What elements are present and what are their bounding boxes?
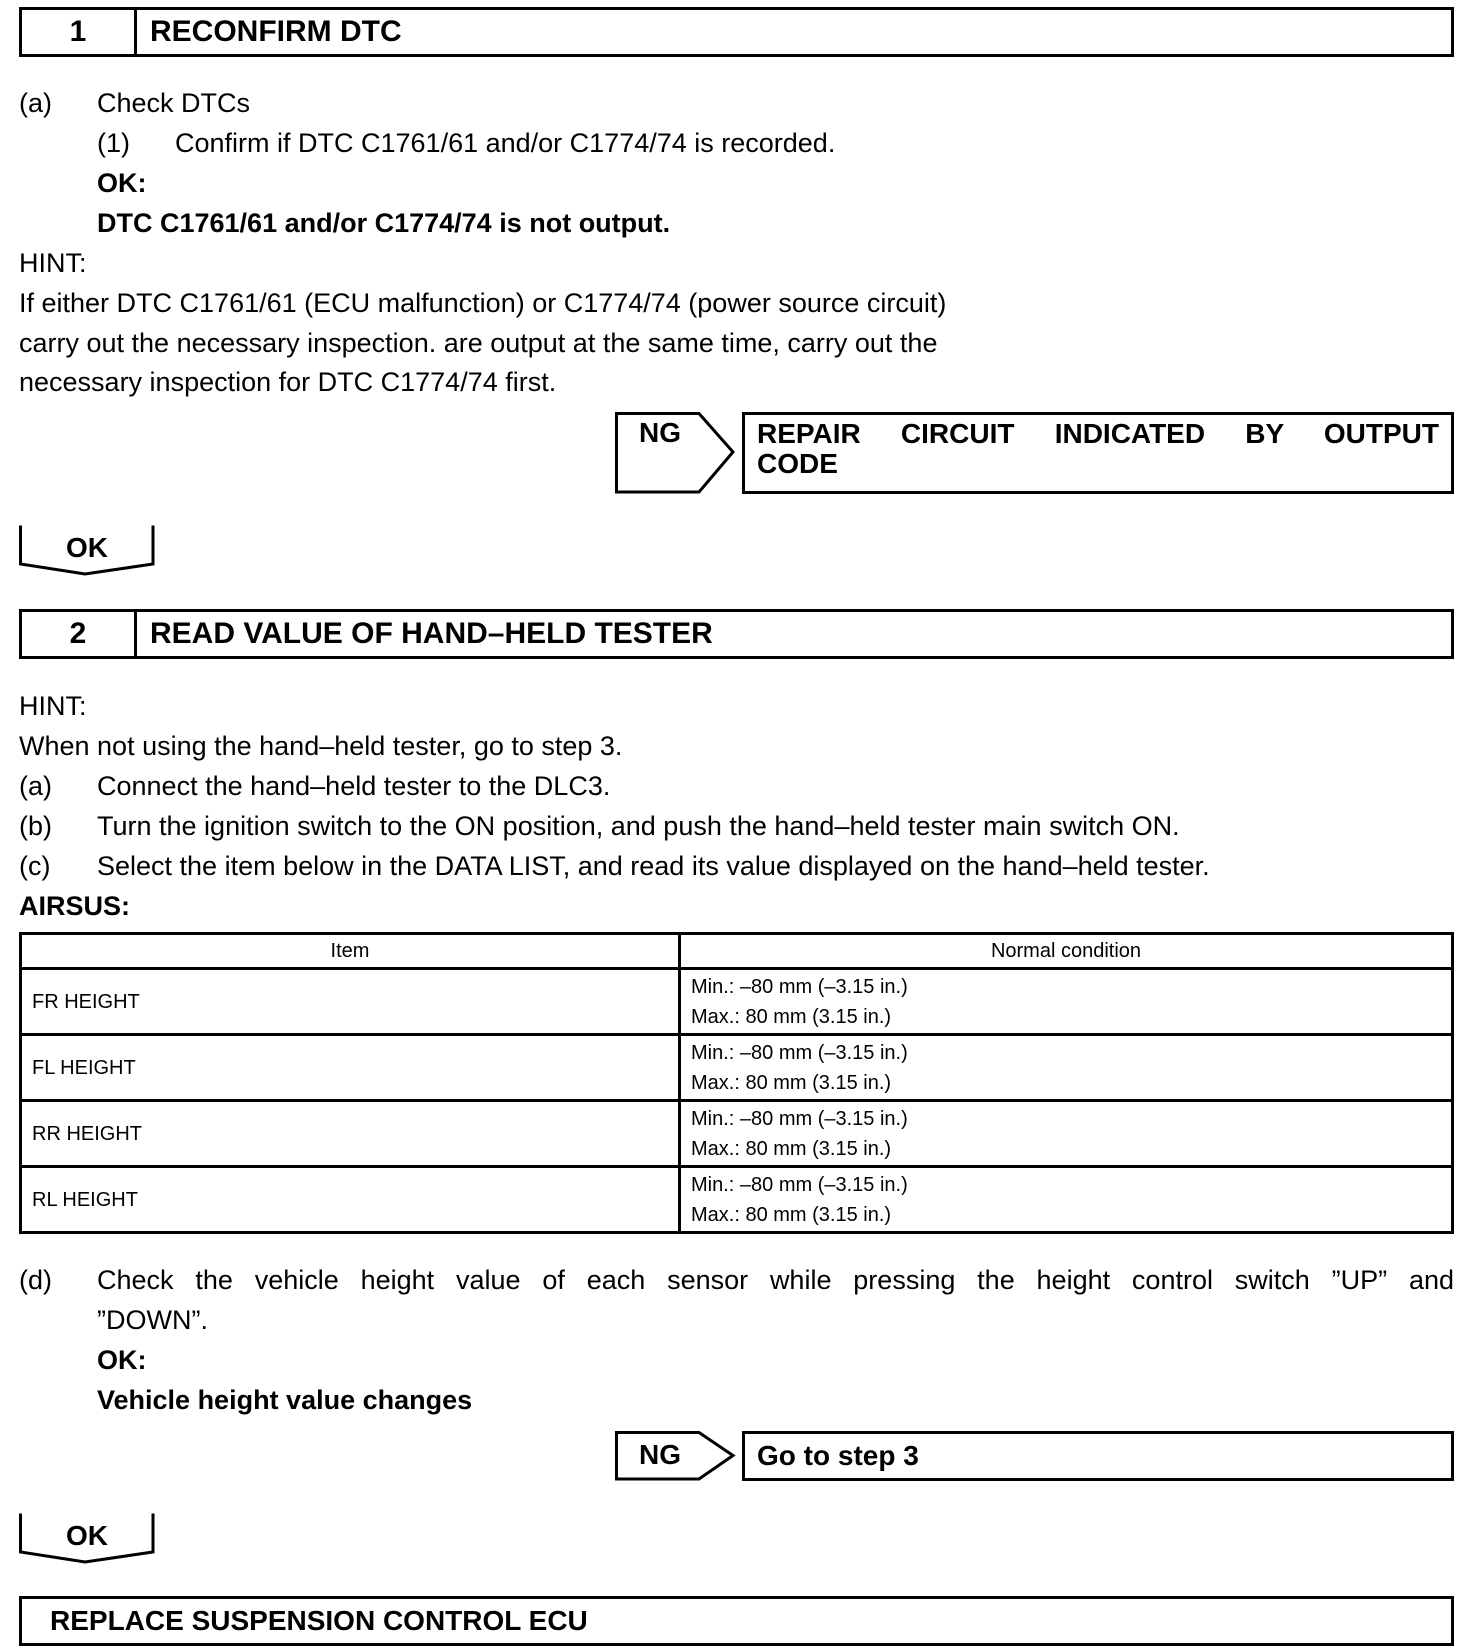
step2-d-label: (d) — [19, 1265, 52, 1295]
step2-item-text: Connect the hand–held tester to the DLC3. — [97, 771, 611, 801]
step1-title: RECONFIRM DTC — [150, 15, 402, 48]
final-action-box — [19, 1596, 1454, 1646]
step2-number: 2 — [22, 612, 137, 656]
step1-ok-label: OK: — [97, 168, 147, 198]
step1-ng-result — [742, 412, 1454, 494]
table-row — [21, 1167, 1453, 1233]
condition-min: Min.: –80 mm (–3.15 in.) — [691, 1041, 908, 1064]
table-header-item: Item — [21, 934, 680, 969]
condition-min: Min.: –80 mm (–3.15 in.) — [691, 975, 908, 998]
table-cell-condition — [680, 969, 1453, 1035]
table-cell-item: RR HEIGHT — [21, 1101, 680, 1167]
condition-max: Max.: 80 mm (3.15 in.) — [691, 1071, 892, 1094]
step1-header — [19, 7, 1454, 57]
step1-ok-text: DTC C1761/61 and/or C1774/74 is not output. — [97, 208, 671, 238]
step1-sub1-text: Confirm if DTC C1761/61 and/or C1774/74 is recorded. — [175, 128, 836, 158]
step1-number: 1 — [22, 10, 137, 54]
step2-item-text: Select the item below in the DATA LIST, and read its value displayed on the hand–held tester. — [97, 851, 1210, 881]
condition-min: Min.: –80 mm (–3.15 in.) — [691, 1107, 908, 1130]
table-row — [21, 1101, 1453, 1167]
step2-item-label: (a) — [19, 771, 52, 801]
step2-title: READ VALUE OF HAND–HELD TESTER — [150, 617, 713, 650]
step2-ok-label: OK: — [97, 1345, 147, 1375]
condition-min: Min.: –80 mm (–3.15 in.) — [691, 1173, 908, 1196]
table-cell-item: RL HEIGHT — [21, 1167, 680, 1233]
condition-max: Max.: 80 mm (3.15 in.) — [691, 1203, 892, 1226]
step1-hint-line: necessary inspection for DTC C1774/74 first. — [19, 367, 557, 397]
table-header-condition: Normal condition — [680, 934, 1453, 969]
table-cell-condition — [680, 1035, 1453, 1101]
step1-sub1-label: (1) — [97, 128, 130, 158]
step1-a-text: Check DTCs — [97, 88, 251, 118]
final-action-title: REPLACE SUSPENSION CONTROL ECU — [50, 1605, 588, 1636]
step1-hint-line: If either DTC C1761/61 (ECU malfunction) or C1774/74 (power source circuit) — [19, 288, 947, 318]
data-list-table — [19, 932, 1454, 1234]
step1-ok-arrow-label: OK — [66, 532, 108, 563]
step2-ng-result: Go to step 3 — [742, 1431, 1454, 1481]
table-cell-condition — [680, 1101, 1453, 1167]
table-cell-item: FR HEIGHT — [21, 969, 680, 1035]
step2-hint-text: When not using the hand–held tester, go to step 3. — [19, 731, 623, 761]
condition-max: Max.: 80 mm (3.15 in.) — [691, 1137, 892, 1160]
step2-d-line2: ”DOWN”. — [97, 1305, 208, 1335]
step2-item-label: (c) — [19, 851, 51, 881]
table-row — [21, 969, 1453, 1035]
step2-header — [19, 609, 1454, 659]
condition-max: Max.: 80 mm (3.15 in.) — [691, 1005, 892, 1028]
step2-item-label: (b) — [19, 811, 52, 841]
step2-ng-label: NG — [639, 1439, 681, 1470]
table-cell-item: FL HEIGHT — [21, 1035, 680, 1101]
table-cell-condition — [680, 1167, 1453, 1233]
step1-ng-result-line2: CODE — [757, 448, 838, 479]
table-header-row — [21, 934, 1453, 969]
step2-ok-text: Vehicle height value changes — [97, 1385, 473, 1415]
step2-ok-arrow-label: OK — [66, 1520, 108, 1551]
table-title: AIRSUS: — [19, 891, 131, 921]
step1-hint-line: carry out the necessary inspection. are output at the same time, carry out the — [19, 328, 938, 358]
step2-item-text: Turn the ignition switch to the ON position, and push the hand–held tester main switch ON. — [97, 811, 1180, 841]
step1-hint-label: HINT: — [19, 248, 87, 278]
table-row — [21, 1035, 1453, 1101]
step1-ng-result-line1: REPAIR CIRCUIT INDICATED BY OUTPUT — [757, 418, 1439, 449]
step2-hint-label: HINT: — [19, 691, 87, 721]
step1-a-label: (a) — [19, 88, 52, 118]
step1-ng-label: NG — [639, 417, 681, 448]
step2-d-line1: Check the vehicle height value of each sensor while pressing the height control switch ”UP” and — [97, 1265, 1454, 1295]
